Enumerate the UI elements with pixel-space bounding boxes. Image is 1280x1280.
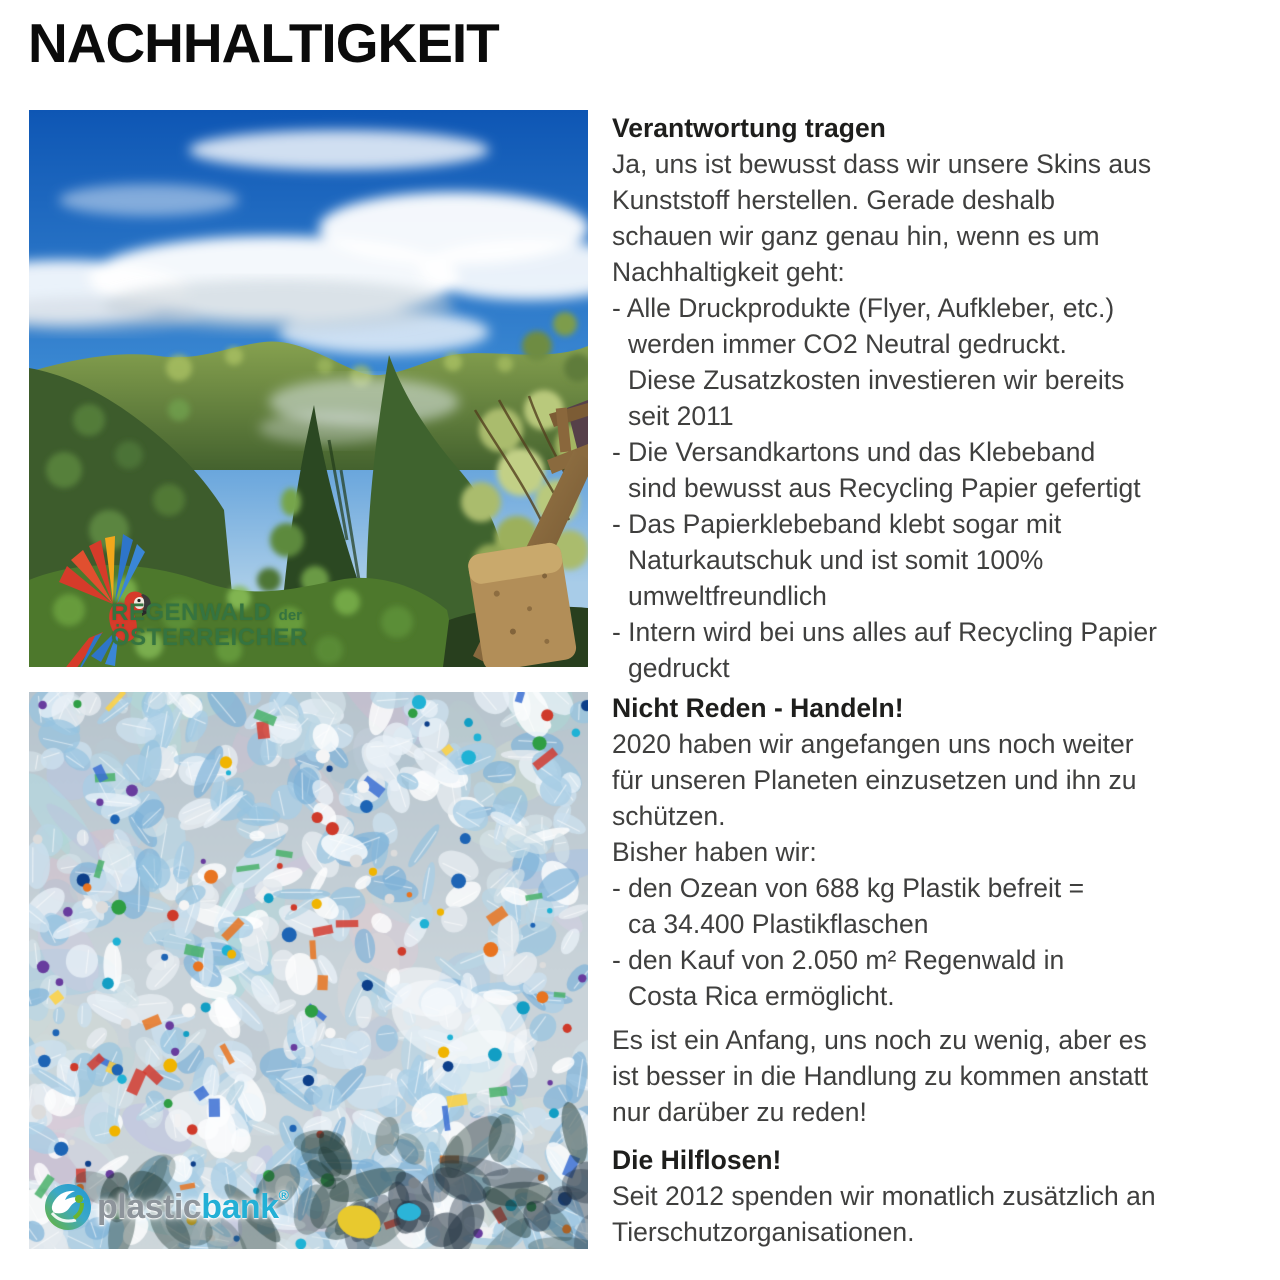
text-line: umweltfreundlich [628,581,827,611]
text-line: gedruckt [628,653,730,683]
bullet-line: - Die Versandkartons und das Klebeband [612,437,1096,467]
text-line: ist besser in die Handlung zu kommen anstatt [612,1061,1149,1091]
text-line: Naturkautschuk und ist somit 100% [628,545,1044,575]
text-line: nur darüber zu reden! [612,1097,867,1127]
text-line: Es ist ein Anfang, uns noch zu wenig, aber es [612,1025,1147,1055]
rainforest-illustration [29,110,588,667]
text-line: Kunststoff herstellen. Gerade deshalb [612,185,1055,215]
section-heading: Die Hilflosen! [612,1145,782,1175]
bullet-line: - Das Papierklebeband klebt sogar mit [612,509,1062,539]
text-line: werden immer CO2 Neutral gedruckt. [628,329,1067,359]
regenwald-logo-line1: REGENWALD der [111,599,303,626]
plastic-bottles-illustration [29,692,588,1249]
text-line: Tierschutzorganisationen. [612,1217,915,1247]
plasticbank-word-bank: bank [201,1188,279,1226]
rainforest-photo [29,110,588,667]
text-line: Seit 2012 spenden wir monatlich zusätzlich an [612,1181,1156,1211]
bullet-line: - den Kauf von 2.050 m² Regenwald in [612,945,1065,975]
registered-trademark-icon: ® [278,1187,289,1203]
page-title: NACHHALTIGKEIT [28,12,499,74]
plastic-bottles-photo [29,692,588,1249]
text-line: Nachhaltigkeit geht: [612,257,845,287]
plasticbank-word-plastic: plastic [97,1188,202,1226]
stone-post [466,541,577,667]
text-line: 2020 haben wir angefangen uns noch weiter [612,729,1134,759]
text-line: schützen. [612,801,726,831]
paragraph-gap [612,1014,1276,1022]
text-line: Ja, uns ist bewusst dass wir unsere Skins aus [612,149,1152,179]
section-die-hilflosen [612,1142,1276,1250]
text-line: Bisher haben wir: [612,837,817,867]
regenwald-logo-line2: ÖSTERREICHER [111,624,308,651]
bullet-line: - Alle Druckprodukte (Flyer, Aufkleber, etc.) [612,293,1115,323]
text-line: Diese Zusatzkosten investieren wir bereits [628,365,1125,395]
bullet-line: - Intern wird bei uns alles auf Recycling Papier [612,617,1157,647]
section-verantwortung [612,110,1276,686]
plasticbank-wordmark [97,1187,288,1227]
section-heading: Nicht Reden - Handeln! [612,693,904,723]
text-line: seit 2011 [628,401,734,431]
section-nicht-reden [612,690,1276,1130]
plasticbank-logo [43,1182,288,1232]
section-heading: Verantwortung tragen [612,113,886,143]
text-line: schauen wir ganz genau hin, wenn es um [612,221,1100,251]
text-line: für unseren Planeten einzusetzen und ihn zu [612,765,1137,795]
regenwald-logo-der: der [278,607,303,624]
plasticbank-icon [43,1182,93,1232]
regenwald-logo [111,599,308,651]
text-line: ca 34.400 Plastikflaschen [628,909,929,939]
text-line: Costa Rica ermöglicht. [628,981,895,1011]
article-column [612,110,1276,1250]
text-line: sind bewusst aus Recycling Papier gefertigt [628,473,1141,503]
bullet-line: - den Ozean von 688 kg Plastik befreit = [612,873,1085,903]
